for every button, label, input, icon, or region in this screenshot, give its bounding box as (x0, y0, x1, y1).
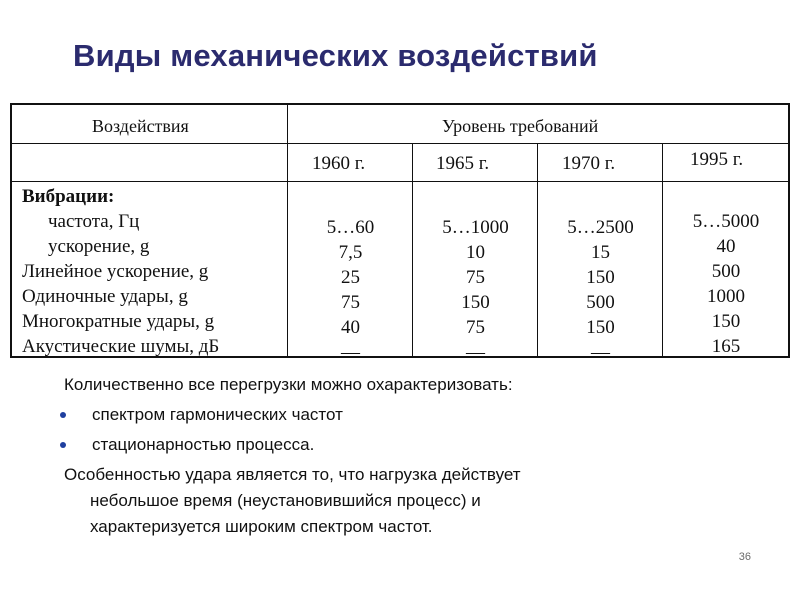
table-cell: 5…1000 (442, 217, 509, 238)
header-divider-bottom (12, 181, 788, 182)
values-1960 (289, 215, 412, 365)
table-cell: 150 (461, 292, 490, 313)
closing-paragraph (64, 462, 764, 540)
table-cell: 1000 (707, 286, 745, 307)
bullet-dot-icon (60, 412, 66, 418)
page-number: 36 (738, 551, 751, 563)
intro-text: Количественно все перегрузки можно охарактеризовать: (64, 375, 513, 394)
table-cell: 150 (711, 311, 741, 332)
values-1965 (414, 215, 537, 365)
table-cell: 75 (341, 292, 360, 313)
closing-line-3: характеризуется широким спектром частот. (90, 517, 433, 536)
closing-line-1: Особенностью удара является то, что нагрузка действует (64, 465, 521, 484)
row-labels (22, 184, 219, 359)
row-label: Многократные удары, g (22, 311, 215, 332)
table-cell: 150 (586, 267, 615, 288)
row-label: частота, Гц (48, 211, 140, 232)
row-label: Акустические шумы, дБ (22, 336, 220, 357)
bullet-text: стационарностью процесса. (92, 435, 315, 454)
col-divider-0 (287, 105, 288, 356)
closing-line-2: небольшое время (неустановившийся процесс) и (90, 491, 481, 510)
list-item (64, 402, 764, 428)
table-cell: 165 (711, 336, 741, 357)
table-cell: 10 (466, 242, 485, 263)
table-cell: — (591, 342, 610, 363)
table-cell: 5…5000 (692, 211, 760, 232)
bullet-dot-icon (60, 442, 66, 448)
row-label: Одиночные удары, g (22, 286, 188, 307)
table-cell: 5…2500 (567, 217, 634, 238)
table-cell: 75 (466, 267, 485, 288)
year-1960: 1960 г. (312, 153, 366, 174)
bullet-text: спектром гармонических частот (92, 405, 343, 424)
table-cell: — (341, 342, 360, 363)
row-label: Вибрации: (22, 186, 115, 207)
values-1970 (539, 215, 662, 365)
table-cell: 5…60 (326, 217, 375, 238)
header-left: Воздействия (92, 116, 189, 136)
table-cell: 75 (466, 317, 485, 338)
requirements-table (10, 103, 790, 363)
col-divider-1 (412, 143, 413, 356)
col-divider-2 (537, 143, 538, 356)
table-cell: 40 (341, 317, 360, 338)
header-group: Уровень требований (442, 116, 599, 136)
table-cell: 40 (716, 236, 736, 257)
year-1995: 1995 г. (690, 149, 744, 170)
slide-title: Виды механических воздействий (73, 38, 598, 73)
table-cell: 150 (586, 317, 615, 338)
table-cell: 500 (586, 292, 615, 313)
year-1965: 1965 г. (436, 153, 490, 174)
list-item (64, 432, 764, 458)
year-1970: 1970 г. (562, 153, 616, 174)
col-divider-3 (662, 143, 663, 356)
table-cell: 15 (591, 242, 610, 263)
values-1995 (664, 209, 788, 359)
row-label: ускорение, g (48, 236, 150, 257)
row-label: Линейное ускорение, g (22, 261, 209, 282)
table-cell: 500 (711, 261, 741, 282)
slide-body (64, 372, 764, 540)
table-cell: 7,5 (338, 242, 363, 263)
table-cell: 25 (341, 267, 360, 288)
table-cell: — (466, 342, 485, 363)
